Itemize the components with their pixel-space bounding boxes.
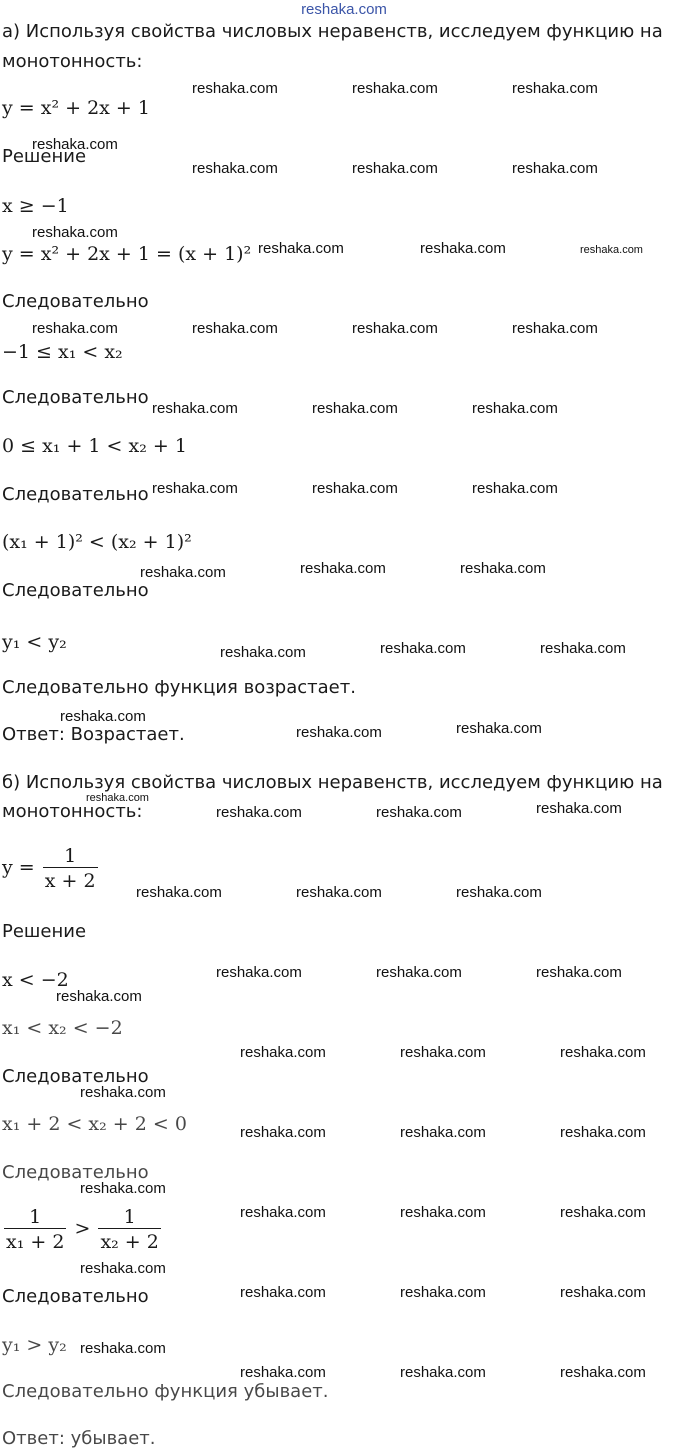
watermark: reshaka.com	[140, 564, 226, 581]
part-b-function-fraction	[43, 845, 98, 892]
watermark: reshaka.com	[152, 480, 238, 497]
part-b-conclusion-1: Следовательно	[2, 1066, 149, 1087]
part-a-transform: y = x² + 2x + 1 = (x + 1)²	[2, 243, 252, 265]
part-b-step-3-right-denominator: x₂ + 2	[98, 1228, 160, 1253]
part-a-intro-line-2: монотонность:	[2, 51, 143, 72]
watermark: reshaka.com	[376, 964, 462, 981]
watermark: reshaka.com	[456, 884, 542, 901]
part-a-step-2: 0 ≤ x₁ + 1 < x₂ + 1	[2, 435, 187, 457]
part-a-conclusion-1: Следовательно	[2, 291, 149, 312]
watermark: reshaka.com	[300, 560, 386, 577]
watermark: reshaka.com	[400, 1364, 486, 1381]
watermark: reshaka.com	[192, 320, 278, 337]
watermark: reshaka.com	[220, 644, 306, 661]
watermark: reshaka.com	[560, 1044, 646, 1061]
part-b-step-3-left-denominator: x₁ + 2	[4, 1228, 66, 1253]
part-b-intro-line-2: монотонность:	[2, 801, 143, 822]
watermark: reshaka.com	[86, 792, 149, 804]
watermark: reshaka.com	[376, 804, 462, 821]
watermark: reshaka.com	[400, 1124, 486, 1141]
part-b-step-1: x₁ < x₂ < −2	[2, 1017, 123, 1039]
part-b-step-3-right-numerator: 1	[123, 1206, 136, 1228]
watermark: reshaka.com	[312, 400, 398, 417]
watermark: reshaka.com	[216, 964, 302, 981]
part-a-conclusion-2: Следовательно	[2, 387, 149, 408]
watermark: reshaka.com	[352, 160, 438, 177]
watermark: reshaka.com	[460, 560, 546, 577]
watermark: reshaka.com	[296, 724, 382, 741]
part-b-step-3-left-numerator: 1	[29, 1206, 42, 1228]
part-b-step-3-sign: >	[74, 1217, 91, 1240]
part-b-solution-label: Решение	[2, 921, 87, 942]
watermark: reshaka.com	[560, 1284, 646, 1301]
watermark: reshaka.com	[32, 224, 118, 241]
part-b-answer: Ответ: убывает.	[2, 1428, 156, 1449]
part-a-step-3: (x₁ + 1)² < (x₂ + 1)²	[2, 531, 192, 553]
part-a-step-4: y₁ < y₂	[2, 631, 67, 653]
watermark: reshaka.com	[536, 964, 622, 981]
watermark: reshaka.com	[560, 1364, 646, 1381]
watermark: reshaka.com	[400, 1204, 486, 1221]
watermark: reshaka.com	[56, 988, 142, 1005]
part-a-intro-line-1: а) Используя свойства числовых неравенств, исследуем функцию на	[2, 21, 663, 42]
watermark: reshaka.com	[352, 80, 438, 97]
watermark: reshaka.com	[400, 1284, 486, 1301]
site-header: reshaka.com	[301, 1, 387, 18]
part-b-final: Следовательно функция убывает.	[2, 1381, 329, 1402]
watermark: reshaka.com	[240, 1364, 326, 1381]
part-b-intro-line-1: б) Используя свойства числовых неравенств, исследуем функцию на	[2, 772, 663, 793]
part-b-step-3-right-fraction	[98, 1206, 160, 1253]
watermark: reshaka.com	[152, 400, 238, 417]
part-a-final: Следовательно функция возрастает.	[2, 677, 356, 698]
part-a-solution-label: Решение	[2, 146, 87, 167]
watermark: reshaka.com	[136, 884, 222, 901]
part-b-domain: x < −2	[2, 969, 69, 991]
watermark: reshaka.com	[512, 160, 598, 177]
part-b-step-2: x₁ + 2 < x₂ + 2 < 0	[2, 1113, 187, 1135]
watermark: reshaka.com	[420, 240, 506, 257]
watermark: reshaka.com	[32, 136, 118, 153]
part-b-step-3	[2, 1206, 163, 1253]
watermark: reshaka.com	[312, 480, 398, 497]
watermark: reshaka.com	[540, 640, 626, 657]
watermark: reshaka.com	[472, 400, 558, 417]
watermark: reshaka.com	[258, 240, 344, 257]
watermark: reshaka.com	[472, 480, 558, 497]
watermark: reshaka.com	[512, 320, 598, 337]
part-a-step-1: −1 ≤ x₁ < x₂	[2, 341, 123, 363]
watermark: reshaka.com	[352, 320, 438, 337]
watermark: reshaka.com	[60, 708, 146, 725]
watermark: reshaka.com	[560, 1124, 646, 1141]
part-a-domain: x ≥ −1	[2, 195, 69, 217]
watermark: reshaka.com	[560, 1204, 646, 1221]
watermark: reshaka.com	[456, 720, 542, 737]
watermark: reshaka.com	[240, 1204, 326, 1221]
part-a-conclusion-3: Следовательно	[2, 484, 149, 505]
part-b-conclusion-2: Следовательно	[2, 1162, 149, 1183]
part-a-function: y = x² + 2x + 1	[2, 97, 150, 119]
watermark: reshaka.com	[240, 1284, 326, 1301]
watermark: reshaka.com	[240, 1044, 326, 1061]
part-b-function-numerator: 1	[64, 845, 77, 867]
part-b-function	[2, 845, 100, 892]
part-a-answer: Ответ: Возрастает.	[2, 724, 185, 745]
part-b-conclusion-3: Следовательно	[2, 1286, 149, 1307]
watermark: reshaka.com	[240, 1124, 326, 1141]
watermark: reshaka.com	[192, 80, 278, 97]
watermark: reshaka.com	[400, 1044, 486, 1061]
part-a-conclusion-4: Следовательно	[2, 580, 149, 601]
watermark: reshaka.com	[536, 800, 622, 817]
watermark: reshaka.com	[216, 804, 302, 821]
watermark: reshaka.com	[80, 1260, 166, 1277]
watermark: reshaka.com	[512, 80, 598, 97]
watermark: reshaka.com	[296, 884, 382, 901]
watermark: reshaka.com	[580, 244, 643, 256]
watermark: reshaka.com	[32, 320, 118, 337]
watermark: reshaka.com	[80, 1084, 166, 1101]
part-b-step-4: y₁ > y₂	[2, 1334, 67, 1356]
watermark: reshaka.com	[80, 1180, 166, 1197]
watermark: reshaka.com	[192, 160, 278, 177]
part-b-step-3-left-fraction	[4, 1206, 66, 1253]
part-b-function-denominator: x + 2	[43, 867, 98, 892]
part-b-function-lhs: y =	[2, 856, 35, 879]
watermark: reshaka.com	[380, 640, 466, 657]
watermark: reshaka.com	[80, 1340, 166, 1357]
